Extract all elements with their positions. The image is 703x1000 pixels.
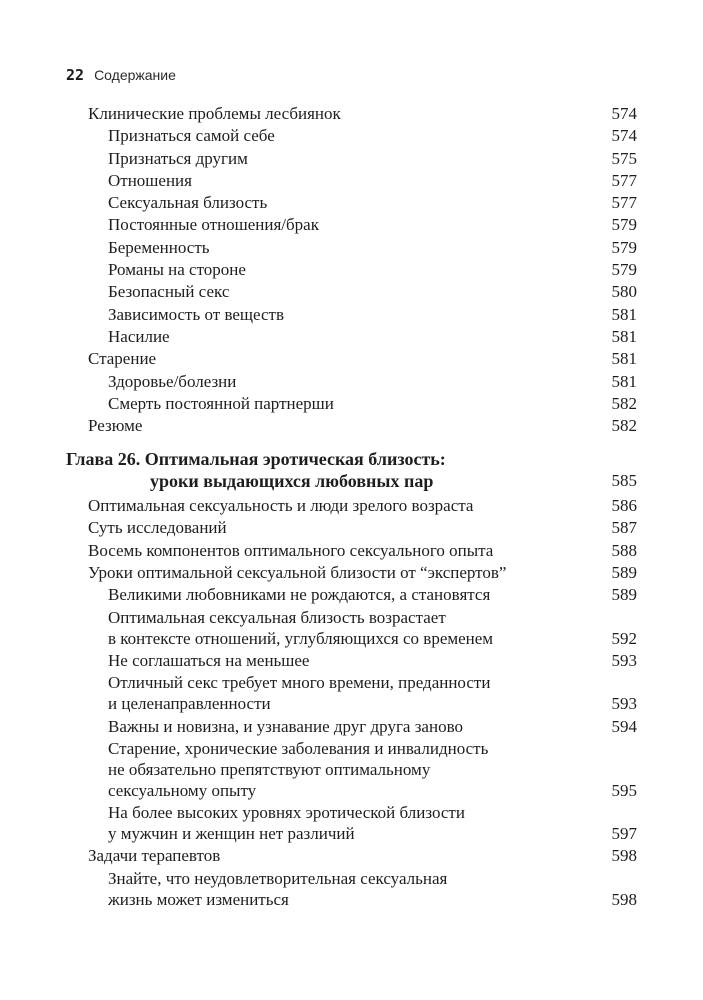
toc-page-number: 593	[611, 694, 637, 714]
toc-page-number: 581	[611, 326, 637, 346]
toc-entry	[0, 584, 703, 605]
toc-page-number: 588	[611, 540, 637, 560]
toc-entry-title: Насилие	[108, 326, 170, 346]
toc-entry-title: Постоянные отношения/брак	[108, 215, 319, 235]
toc-entry	[0, 802, 703, 844]
toc-entry-title-continued: не обязательно препятствуют оптимальному	[108, 759, 431, 779]
toc-entry-title-continued: сексуальному опыту	[108, 780, 257, 800]
toc-entry-title: Великими любовниками не рождаются, а становятся	[108, 585, 491, 605]
toc-page-number: 593	[611, 650, 637, 670]
toc-page-number: 580	[611, 282, 637, 302]
toc-entry-title: Задачи терапевтов	[88, 846, 221, 866]
toc-page-number: 574	[611, 104, 637, 123]
toc-entry-title: Признаться другим	[108, 148, 248, 168]
toc-entry	[0, 415, 703, 436]
toc-entry	[0, 348, 703, 369]
toc-entry	[0, 371, 703, 392]
toc-entry-title-continued: у мужчин и женщин нет различий	[108, 824, 355, 844]
toc-entry-title: Признаться самой себе	[108, 126, 275, 146]
page-number: 22	[66, 66, 85, 84]
toc-entry-title: Восемь компонентов оптимального сексуального опыта	[88, 540, 494, 560]
toc-entry-title: Отношения	[108, 170, 192, 190]
toc-entry	[0, 738, 703, 801]
toc-entry	[0, 393, 703, 414]
toc-entry	[0, 672, 703, 714]
running-header-title: Содержание	[94, 67, 176, 83]
toc-entry	[0, 845, 703, 866]
toc-page-number: 579	[611, 215, 637, 235]
toc-entry-title: Оптимальная сексуальная близость возрастает	[108, 607, 446, 627]
toc-entry-title: Знайте, что неудовлетворительная сексуальная	[108, 868, 448, 888]
toc-page-number: 586	[611, 496, 637, 516]
toc-page-number: 595	[611, 780, 637, 800]
toc-page-number: 581	[611, 304, 637, 324]
toc-page-number: 598	[611, 846, 637, 866]
toc-entry-title: Безопасный секс	[108, 282, 230, 302]
toc-page-number: 592	[611, 628, 637, 648]
toc-entry	[0, 326, 703, 347]
toc-entry-title: Резюме	[88, 416, 143, 436]
toc-entry	[0, 562, 703, 583]
toc-entry	[0, 170, 703, 191]
toc-entry	[0, 304, 703, 325]
toc-entry-title: Здоровье/болезни	[108, 371, 237, 391]
chapter-title: Глава 26. Оптимальная эротическая близость:	[66, 449, 446, 470]
toc-page-number: 582	[611, 393, 637, 413]
toc-page-number: 598	[611, 889, 637, 909]
toc-entry-title: Старение	[88, 349, 157, 369]
toc-entry	[0, 214, 703, 235]
chapter-subtitle: уроки выдающихся любовных пар	[150, 471, 434, 492]
toc-entry	[0, 495, 703, 516]
toc-entry	[0, 650, 703, 671]
toc-entry-title: Не соглашаться на меньшее	[108, 650, 310, 670]
toc-page-number: 579	[611, 260, 637, 280]
toc-entry	[0, 192, 703, 213]
toc-entry	[0, 103, 703, 124]
toc-entry-title-continued: в контексте отношений, углубляющихся со временем	[108, 628, 494, 648]
toc-entry-title: Уроки оптимальной сексуальной близости от “экспертов”	[88, 563, 507, 583]
toc-entry-title: Старение, хронические заболевания и инвалидность	[108, 738, 489, 758]
toc-entry-title: Суть исследований	[88, 518, 227, 538]
toc-page-number: 587	[611, 518, 637, 538]
toc-page-number: 581	[611, 349, 637, 369]
toc-entry-title: Романы на стороне	[108, 260, 246, 280]
toc-entry-title: Беременность	[108, 237, 210, 257]
toc-entry	[0, 237, 703, 258]
toc-entry-title: Важны и новизна, и узнавание друг друга заново	[108, 716, 463, 736]
toc-entry	[0, 868, 703, 910]
toc-entry	[0, 540, 703, 561]
toc-entry-title-continued: и целенаправленности	[108, 694, 271, 714]
toc-entry	[0, 148, 703, 169]
toc-entry-title: На более высоких уровнях эротической близости	[108, 803, 465, 823]
toc-entry	[0, 281, 703, 302]
toc-entry-title: Сексуальная близость	[108, 193, 268, 213]
toc-page-number: 577	[611, 193, 637, 213]
toc-entry	[0, 125, 703, 146]
toc-page-number: 585	[611, 471, 637, 491]
toc-page-number: 597	[611, 824, 637, 844]
running-header	[66, 66, 176, 84]
toc-page-number: 574	[611, 126, 637, 146]
toc-entry-title-continued: жизнь может измениться	[108, 889, 289, 909]
toc-entry-title: Смерть постоянной партнерши	[108, 393, 334, 413]
toc-page-number: 589	[611, 563, 637, 583]
toc-entry	[0, 259, 703, 280]
toc-page-number: 594	[611, 716, 637, 736]
toc-page-number: 589	[611, 585, 637, 605]
toc-entry	[0, 716, 703, 737]
toc-entry	[0, 517, 703, 538]
toc-page-number: 579	[611, 237, 637, 257]
toc-page-number: 577	[611, 170, 637, 190]
toc-page-number: 581	[611, 371, 637, 391]
chapter-heading	[0, 448, 703, 492]
toc-entry-title: Зависимость от веществ	[108, 304, 284, 324]
toc-entry-title: Оптимальная сексуальность и люди зрелого возраста	[88, 496, 474, 516]
table-of-contents	[0, 103, 703, 911]
toc-entry	[0, 607, 703, 649]
toc-entry-title: Клинические проблемы лесбиянок	[88, 104, 341, 123]
toc-page-number: 582	[611, 416, 637, 436]
toc-entry-title: Отличный секс требует много времени, преданности	[108, 673, 491, 693]
toc-page-number: 575	[611, 148, 637, 168]
